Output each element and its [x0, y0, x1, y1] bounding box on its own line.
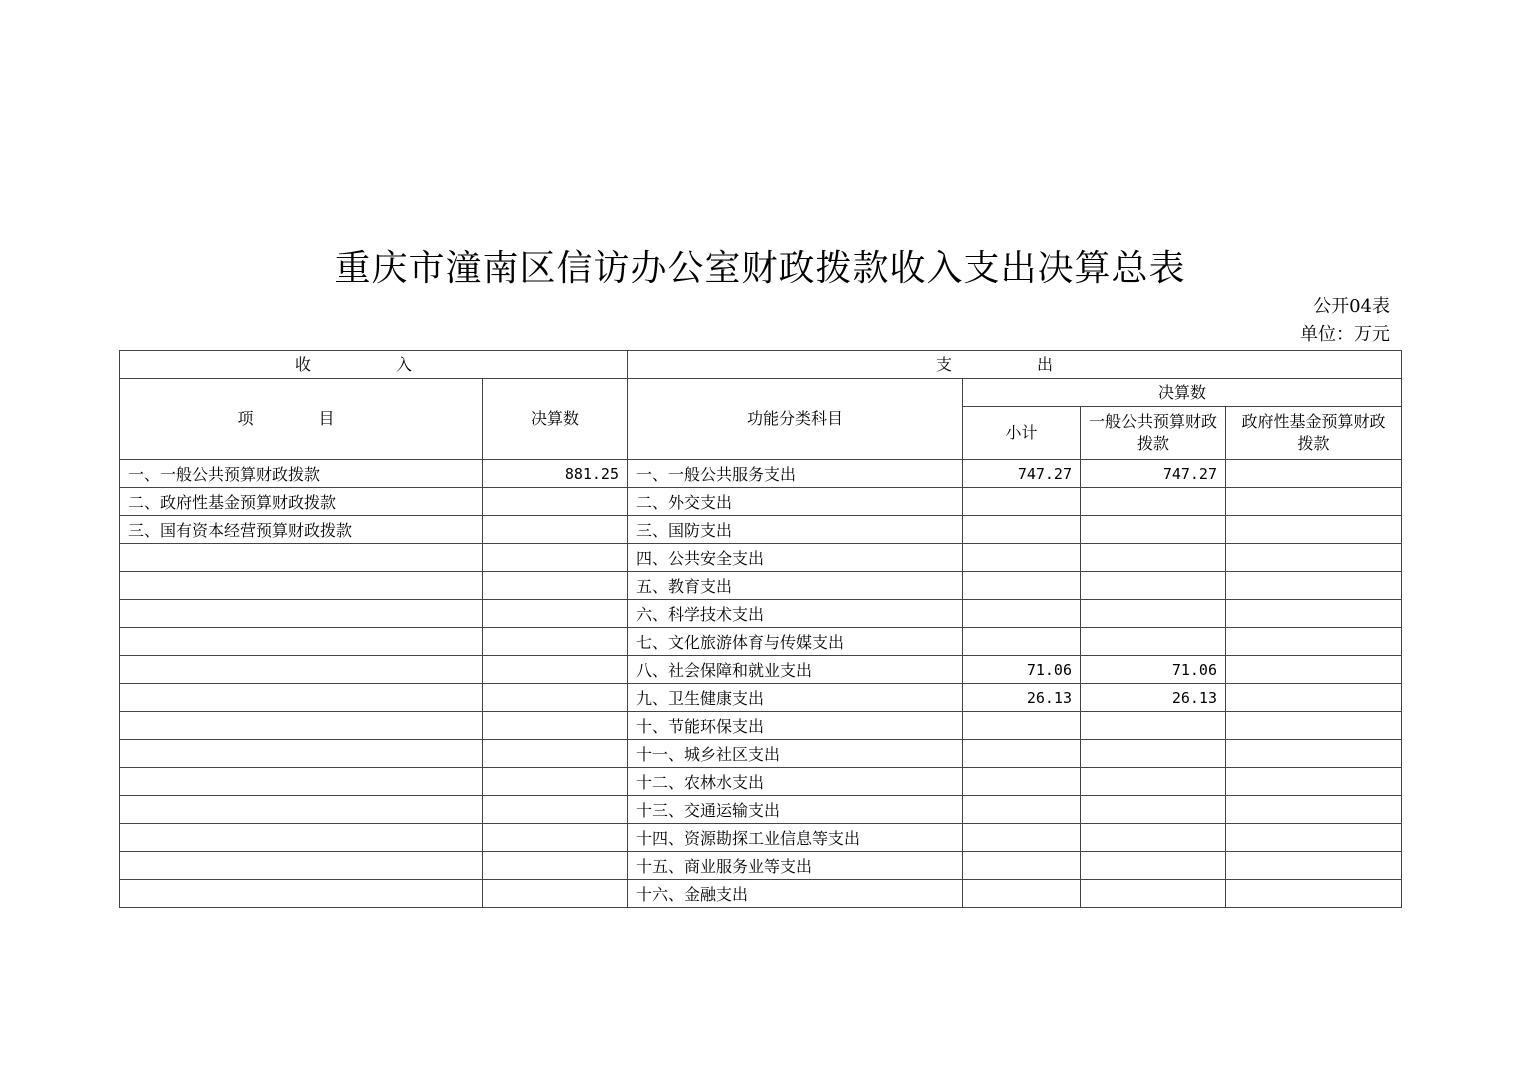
table-row — [120, 516, 1402, 544]
income-item-cell — [120, 768, 483, 796]
subtotal-header: 小计 — [963, 407, 1081, 460]
subtotal-cell — [963, 740, 1081, 768]
general-budget-cell — [1081, 572, 1226, 600]
gov-fund-cell — [1226, 796, 1402, 824]
table-row — [120, 600, 1402, 628]
expense-item-cell: 八、社会保障和就业支出 — [628, 656, 963, 684]
subtotal-cell: 26.13 — [963, 684, 1081, 712]
table-row — [120, 572, 1402, 600]
income-amount-cell — [483, 768, 628, 796]
income-item-cell: 二、政府性基金预算财政拨款 — [120, 488, 483, 516]
table-row — [120, 796, 1402, 824]
expense-item-cell: 十五、商业服务业等支出 — [628, 852, 963, 880]
general-budget-cell — [1081, 824, 1226, 852]
subtotal-cell — [963, 712, 1081, 740]
general-budget-cell — [1081, 600, 1226, 628]
expense-item-cell: 一、一般公共服务支出 — [628, 460, 963, 488]
item-header: 项 目 — [120, 379, 483, 460]
income-item-cell — [120, 852, 483, 880]
income-amount-cell — [483, 684, 628, 712]
general-budget-cell — [1081, 796, 1226, 824]
gov-fund-cell — [1226, 712, 1402, 740]
subtotal-cell — [963, 796, 1081, 824]
income-amount-cell — [483, 628, 628, 656]
income-item-cell — [120, 684, 483, 712]
gov-fund-cell — [1226, 488, 1402, 516]
expense-item-cell: 七、文化旅游体育与传媒支出 — [628, 628, 963, 656]
gov-fund-cell — [1226, 516, 1402, 544]
final-amount-group-header: 决算数 — [963, 379, 1402, 407]
subtotal-cell — [963, 600, 1081, 628]
general-budget-cell — [1081, 544, 1226, 572]
gov-fund-cell — [1226, 684, 1402, 712]
gov-fund-cell — [1226, 824, 1402, 852]
general-budget-cell — [1081, 712, 1226, 740]
page-title: 重庆市潼南区信访办公室财政拨款收入支出决算总表 — [334, 248, 1186, 289]
income-item-cell — [120, 712, 483, 740]
expense-item-cell: 五、教育支出 — [628, 572, 963, 600]
table-row — [120, 544, 1402, 572]
general-budget-cell — [1081, 740, 1226, 768]
income-item-cell: 一、一般公共预算财政拨款 — [120, 460, 483, 488]
gov-fund-budget-header: 政府性基金预算财政拨款 — [1226, 407, 1402, 460]
income-amount-cell — [483, 740, 628, 768]
general-budget-cell — [1081, 628, 1226, 656]
expense-item-cell: 六、科学技术支出 — [628, 600, 963, 628]
general-budget-cell: 747.27 — [1081, 460, 1226, 488]
income-amount-cell — [483, 516, 628, 544]
subtotal-cell — [963, 516, 1081, 544]
income-amount-cell — [483, 796, 628, 824]
general-budget-cell — [1081, 852, 1226, 880]
income-item-cell — [120, 656, 483, 684]
expense-item-cell: 十二、农林水支出 — [628, 768, 963, 796]
table-row — [120, 684, 1402, 712]
header-row-2 — [120, 379, 1402, 407]
subtotal-cell — [963, 880, 1081, 908]
income-amount-cell — [483, 824, 628, 852]
unit-label: 单位：万元 — [1300, 324, 1390, 345]
income-item-cell — [120, 628, 483, 656]
income-amount-cell — [483, 600, 628, 628]
gov-fund-cell — [1226, 852, 1402, 880]
gov-fund-cell — [1226, 656, 1402, 684]
general-budget-cell: 71.06 — [1081, 656, 1226, 684]
income-item-cell — [120, 824, 483, 852]
income-item-cell — [120, 600, 483, 628]
subtotal-cell — [963, 852, 1081, 880]
general-budget-cell — [1081, 516, 1226, 544]
subtotal-cell — [963, 768, 1081, 796]
expense-item-cell: 十六、金融支出 — [628, 880, 963, 908]
subtotal-cell — [963, 544, 1081, 572]
expense-item-cell: 十三、交通运输支出 — [628, 796, 963, 824]
table-row — [120, 628, 1402, 656]
expense-item-cell: 十四、资源勘探工业信息等支出 — [628, 824, 963, 852]
table-row — [120, 824, 1402, 852]
general-budget-cell — [1081, 488, 1226, 516]
general-budget-header: 一般公共预算财政拨款 — [1081, 407, 1226, 460]
subtotal-cell: 71.06 — [963, 656, 1081, 684]
income-item-cell — [120, 796, 483, 824]
table-row — [120, 740, 1402, 768]
expense-header: 支 出 — [628, 351, 1402, 379]
income-item-cell — [120, 572, 483, 600]
subtotal-cell — [963, 488, 1081, 516]
functional-category-header: 功能分类科目 — [628, 379, 963, 460]
gov-fund-cell — [1226, 572, 1402, 600]
table-row — [120, 656, 1402, 684]
general-budget-cell — [1081, 880, 1226, 908]
income-amount-header: 决算数 — [483, 379, 628, 460]
income-item-cell — [120, 544, 483, 572]
expense-item-cell: 九、卫生健康支出 — [628, 684, 963, 712]
income-amount-cell — [483, 712, 628, 740]
income-amount-cell: 881.25 — [483, 460, 628, 488]
income-item-cell — [120, 880, 483, 908]
income-amount-cell — [483, 544, 628, 572]
expense-item-cell: 三、国防支出 — [628, 516, 963, 544]
table-row — [120, 880, 1402, 908]
income-item-cell — [120, 740, 483, 768]
income-item-cell: 三、国有资本经营预算财政拨款 — [120, 516, 483, 544]
expense-item-cell: 二、外交支出 — [628, 488, 963, 516]
expense-item-cell: 十、节能环保支出 — [628, 712, 963, 740]
gov-fund-cell — [1226, 460, 1402, 488]
table-row — [120, 768, 1402, 796]
table-row — [120, 488, 1402, 516]
income-amount-cell — [483, 852, 628, 880]
gov-fund-cell — [1226, 628, 1402, 656]
general-budget-cell: 26.13 — [1081, 684, 1226, 712]
table-row — [120, 712, 1402, 740]
table-row — [120, 852, 1402, 880]
expense-item-cell: 四、公共安全支出 — [628, 544, 963, 572]
gov-fund-cell — [1226, 600, 1402, 628]
subtotal-cell — [963, 628, 1081, 656]
gov-fund-cell — [1226, 880, 1402, 908]
subtotal-cell — [963, 572, 1081, 600]
income-amount-cell — [483, 572, 628, 600]
form-number: 公开04表 — [1313, 296, 1390, 317]
income-amount-cell — [483, 880, 628, 908]
income-amount-cell — [483, 488, 628, 516]
gov-fund-cell — [1226, 740, 1402, 768]
gov-fund-cell — [1226, 768, 1402, 796]
general-budget-cell — [1081, 768, 1226, 796]
gov-fund-cell — [1226, 544, 1402, 572]
income-header: 收 入 — [120, 351, 628, 379]
header-row-1 — [120, 351, 1402, 379]
budget-table — [119, 350, 1402, 908]
subtotal-cell: 747.27 — [963, 460, 1081, 488]
table-row — [120, 460, 1402, 488]
income-amount-cell — [483, 656, 628, 684]
expense-item-cell: 十一、城乡社区支出 — [628, 740, 963, 768]
subtotal-cell — [963, 824, 1081, 852]
